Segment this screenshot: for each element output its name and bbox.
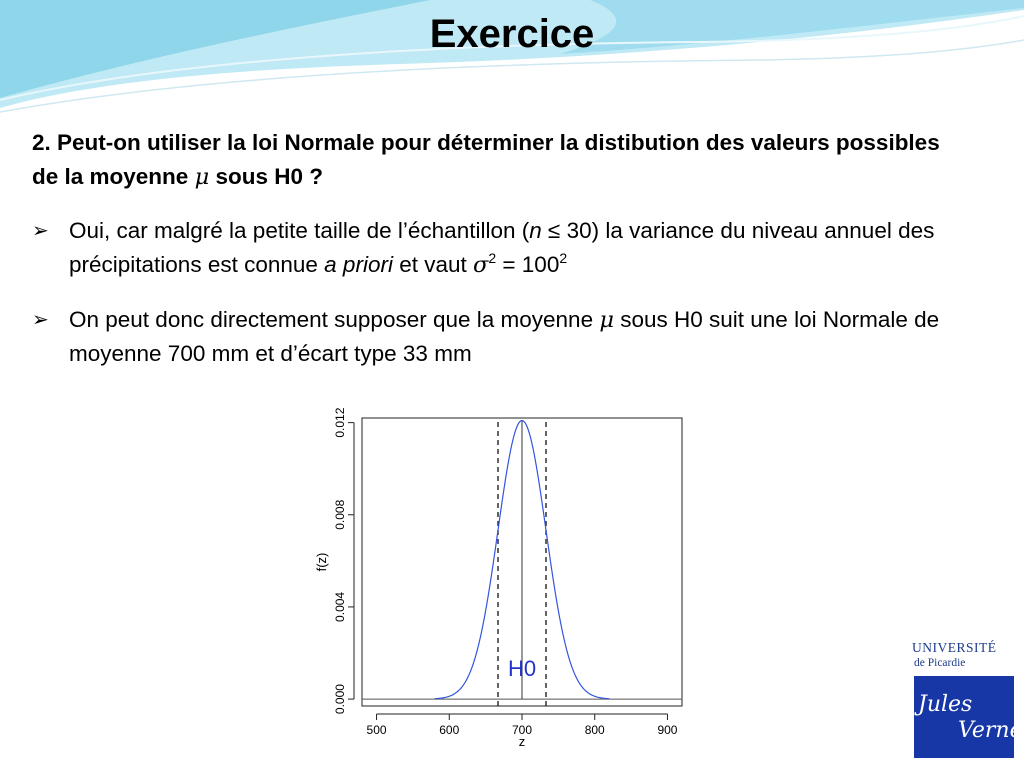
logo-signature-jules: Jules [918, 692, 973, 717]
y-tick-label: 0.004 [333, 591, 347, 622]
x-tick-label: 900 [657, 723, 678, 737]
y-axis-ticks [333, 407, 354, 714]
mu-symbol: μ [599, 307, 614, 333]
bullet-text [69, 214, 984, 282]
n-symbol: n [529, 218, 542, 243]
x-tick-label: 800 [584, 723, 605, 737]
sigma-exponent: 2 [488, 250, 497, 266]
question-text [32, 126, 972, 194]
sigma-symbol: σ [473, 252, 489, 278]
logo-picardie-text: de Picardie [914, 657, 966, 669]
x-tick-label: 600 [439, 723, 460, 737]
y-tick-label: 0.000 [333, 684, 347, 715]
arrow-bullet-icon: ➢ [32, 220, 49, 242]
bullet1-part-c: et vaut [392, 252, 473, 277]
logo-university-text: UNIVERSITÉ [912, 640, 997, 655]
normal-density-chart [300, 400, 700, 760]
x-tick-label: 500 [366, 723, 387, 737]
question-part2: sous H0 ? [209, 164, 323, 189]
university-logo [912, 640, 1023, 758]
h0-annotation: H0 [507, 656, 537, 682]
a-priori-text: a priori [324, 252, 393, 277]
x-axis-label: z [518, 734, 526, 749]
slide-title: Exercice [429, 12, 595, 56]
variance-exponent: 2 [559, 250, 568, 266]
x-tick-label: 700 [511, 723, 533, 737]
mu-symbol: μ [194, 164, 210, 190]
bullet1-part-d: = 100 [496, 252, 560, 277]
question-part1: 2. Peut-on utiliser la loi Normale pour déterminer la distibution des valeurs possibles de la moyenne [32, 130, 940, 189]
bullet1-part-b: ≤ 30) la variance du niveau annuel des précipitations est connue [69, 218, 935, 277]
y-axis-label: f(z) [314, 552, 329, 572]
logo-signature-verne: Verne [958, 718, 1023, 743]
bullet2-part-a: On peut donc directement supposer que la moyenne [69, 307, 600, 332]
bullet2-part-b: sous H0 suit une loi Normale de moyenne 700 mm et d’écart type 33 mm [69, 307, 940, 366]
bullet1-part-a: Oui, car malgré la petite taille de l’échantillon ( [69, 218, 530, 243]
bullet-text [69, 303, 984, 371]
y-tick-label: 0.012 [333, 407, 347, 438]
y-tick-label: 0.008 [333, 499, 347, 530]
arrow-bullet-icon: ➢ [32, 309, 49, 331]
logo-signature-box [914, 676, 1023, 758]
